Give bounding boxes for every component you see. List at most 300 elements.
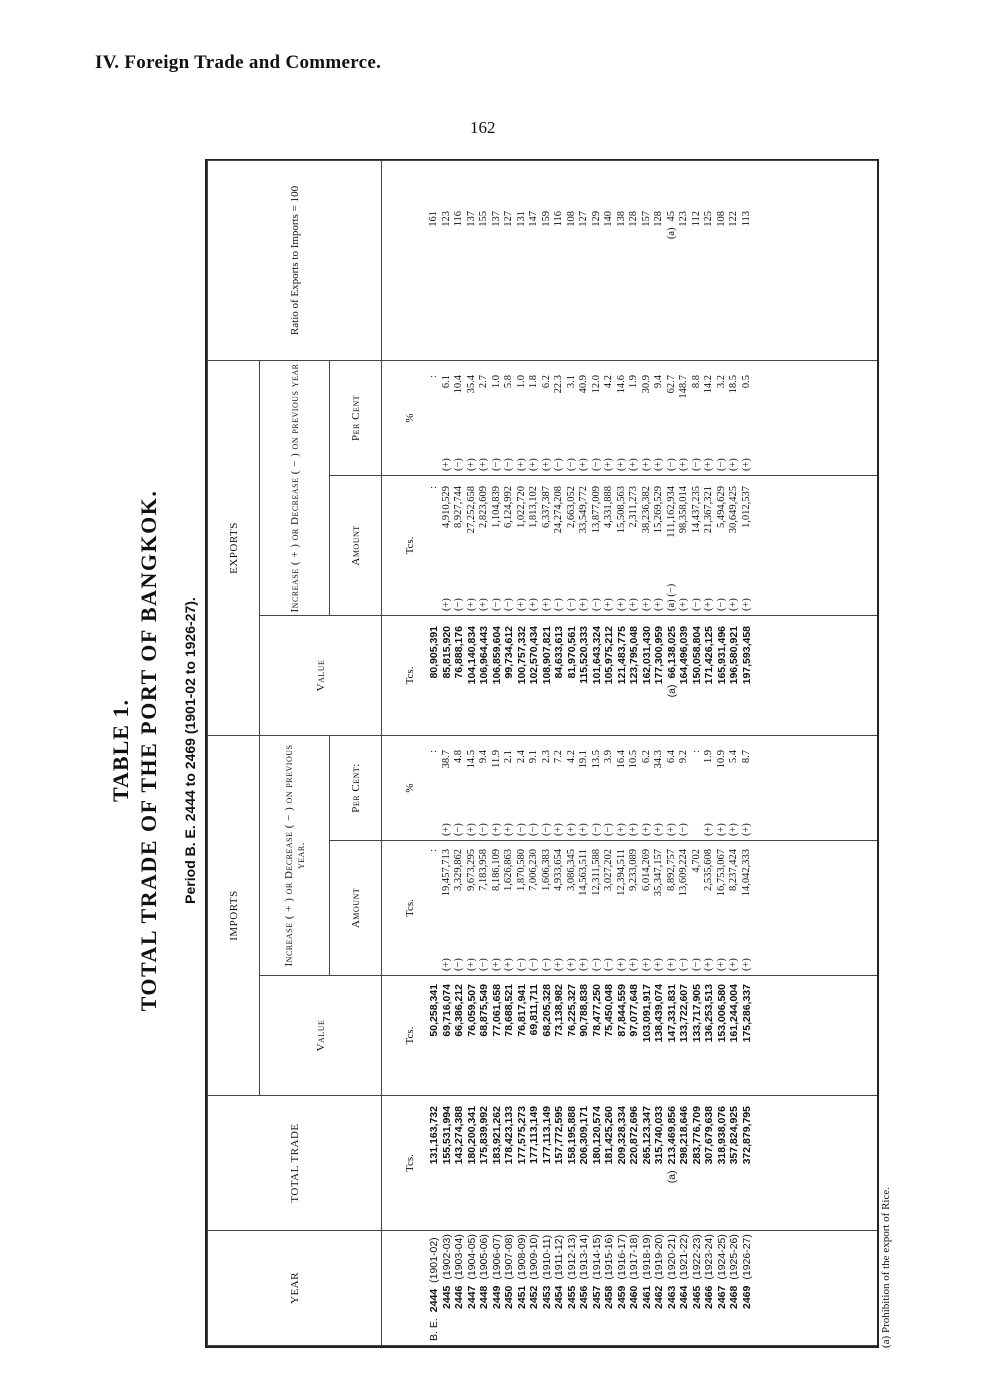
- year-list: [428, 1231, 753, 1345]
- unit-label: %: [404, 783, 416, 793]
- sign: (−): [540, 823, 552, 836]
- exports-amount: 1,813,102: [528, 485, 539, 528]
- imports-percent-cell: [453, 736, 466, 840]
- year-be: 2450: [503, 1285, 515, 1309]
- exports-percent: 2.7: [478, 374, 489, 389]
- col-exp-incdec: Increase ( + ) or Decrease ( − ) on previous year: [260, 360, 330, 615]
- unit-label: Tcs.: [404, 1026, 416, 1045]
- sign: (+): [615, 598, 627, 611]
- year-cell: [728, 1231, 741, 1345]
- exports-percent: 3.1: [565, 374, 577, 389]
- imports-amount-cell: [566, 841, 579, 975]
- exports-percent-list: [428, 361, 753, 475]
- sign: (+): [615, 823, 627, 836]
- ratio-value: 161: [428, 210, 439, 227]
- year-be: 2449: [490, 1285, 503, 1309]
- exports-percent-cell: [478, 361, 491, 475]
- unit-label: Tcs.: [404, 666, 416, 685]
- col-imp-value: Value: [260, 976, 382, 1096]
- exports-amount: 111,162,934: [665, 485, 677, 538]
- exports-value-cell: [678, 616, 691, 735]
- be-spacer: [478, 1315, 491, 1341]
- year-ce: (1907-08): [503, 1234, 515, 1280]
- sign: (−): [603, 823, 614, 836]
- total-value: 143,274,388: [453, 1106, 465, 1165]
- year-be: 2461: [640, 1285, 653, 1309]
- ratio-cell: [491, 161, 504, 360]
- exports-value: 80,905,391: [428, 625, 440, 679]
- year-cell: [428, 1231, 441, 1345]
- imports-value: 76,225,327: [565, 984, 578, 1037]
- total-cell: [541, 1096, 554, 1230]
- imports-amount-cell: [428, 841, 441, 975]
- imports-percent-cell: [716, 736, 729, 840]
- year-cell: [528, 1231, 541, 1345]
- total-cell: [516, 1096, 529, 1230]
- sign: (+): [715, 823, 727, 836]
- imports-amount-cell: [453, 841, 466, 975]
- exports-amount-cell: [516, 476, 529, 615]
- imports-amount-cell: [703, 841, 716, 975]
- ratio-cell: [453, 161, 466, 360]
- sign: (−): [478, 823, 489, 836]
- exports-percent: 0.5: [740, 374, 752, 389]
- exports-amount: 15,508,563: [615, 485, 627, 534]
- year-ce: (1911-12): [553, 1234, 565, 1280]
- year-be: 2444: [428, 1288, 440, 1313]
- imports-amount: 3,027,202: [603, 849, 614, 891]
- exports-percent-cell: [641, 361, 654, 475]
- exports-percent: 14.2: [703, 374, 714, 394]
- total-cell: [741, 1096, 754, 1230]
- total-value: 283,776,709: [690, 1106, 703, 1165]
- exports-amount: 98,358,014: [678, 485, 689, 534]
- col-imp-percent: Per Cent:: [330, 735, 382, 840]
- imports-percent-cell: [491, 736, 504, 840]
- exports-amount-cell: [591, 476, 604, 615]
- sign: (−): [565, 598, 577, 611]
- be-spacer: [603, 1315, 616, 1341]
- imports-amount: 3,329,862: [453, 849, 464, 891]
- year-cell: [603, 1231, 616, 1345]
- table-period: Period B. E. 2444 to 2469 (1901-02 to 1926-27).: [182, 597, 198, 904]
- imports-amount: 14,563,511: [578, 849, 589, 896]
- exports-percent: 18.5: [728, 374, 739, 394]
- exports-value-cell: [728, 616, 741, 735]
- ratio-cell: [741, 161, 754, 360]
- imports-value: 136,253,513: [703, 984, 715, 1043]
- sign: (+): [603, 458, 614, 471]
- exports-percent: 40.9: [578, 374, 589, 394]
- total-value: 178,423,133: [503, 1106, 515, 1165]
- year-be: 2447: [465, 1285, 478, 1309]
- ratio-value: 127: [503, 210, 514, 227]
- sign: (+): [615, 958, 627, 971]
- exports-value: 115,520,333: [578, 625, 590, 684]
- imports-value: 133,722,607: [678, 984, 690, 1043]
- imports-percent-cell: [428, 736, 441, 840]
- year-ce: (1902-03): [440, 1234, 453, 1280]
- imports-value: 90,788,838: [578, 984, 590, 1037]
- sign: (−): [553, 598, 564, 611]
- exports-percent-cell: [541, 361, 554, 475]
- year-be: 2451: [515, 1285, 528, 1309]
- sign: (+): [440, 598, 452, 611]
- exports-percent: 1.0: [515, 374, 527, 389]
- ratio-cell: [578, 161, 591, 360]
- total-value: 298,218,646: [678, 1106, 690, 1165]
- imports-percent-cell: [728, 736, 741, 840]
- total-value: 180,200,341: [465, 1106, 478, 1165]
- exports-amount-cell: [741, 476, 754, 615]
- imports-amount: 2,535,608: [703, 849, 714, 891]
- sign: (−): [690, 458, 702, 471]
- ratio-cell: [553, 161, 566, 360]
- sign: (−): [515, 823, 527, 836]
- sign: (+): [578, 458, 589, 471]
- sign: (−): [453, 823, 464, 836]
- imports-percent: 9.1: [528, 749, 539, 764]
- be-spacer: [591, 1315, 604, 1341]
- exports-amount: 15,269,529: [653, 485, 664, 534]
- exports-amount-cell: [566, 476, 579, 615]
- imports-amount-cell: [591, 841, 604, 975]
- imports-value: 175,286,337: [740, 984, 753, 1043]
- exports-value-cell: [591, 616, 604, 735]
- total-value: 209,328,334: [615, 1106, 628, 1165]
- ratio-cell: [478, 161, 491, 360]
- exports-value: 164,496,039: [678, 625, 690, 685]
- exports-amount-cell: [428, 476, 441, 615]
- exports-value-cell: [466, 616, 479, 735]
- sign: (+): [540, 458, 552, 471]
- footnote-mark: (a): [665, 684, 678, 698]
- year-ce: (1908-09): [515, 1234, 528, 1280]
- imports-amount: 35,347,157: [653, 849, 664, 897]
- ratio-cell: [591, 161, 604, 360]
- col-exp-value: Value: [260, 615, 382, 735]
- imports-amount-cell: [516, 841, 529, 975]
- exports-amount-cell: [678, 476, 691, 615]
- be-spacer: [728, 1315, 741, 1341]
- sign: (+): [578, 598, 589, 611]
- be-spacer: [666, 1315, 679, 1341]
- sign: (a) (−): [665, 583, 677, 611]
- exports-value-cell: [578, 616, 591, 735]
- total-cell: [728, 1096, 741, 1230]
- ratio-value: 129: [590, 210, 602, 227]
- year-ce: (1914-15): [590, 1234, 603, 1280]
- year-ce: (1918-19): [640, 1234, 653, 1280]
- be-spacer: [616, 1315, 629, 1341]
- exports-value-cell: [666, 616, 679, 735]
- imports-percent-cell: [578, 736, 591, 840]
- imports-amount: 16,753,067: [715, 849, 727, 897]
- exports-value: 150,058,804: [690, 625, 703, 685]
- sign: (−): [665, 458, 677, 471]
- imports-amount-cell: [578, 841, 591, 975]
- total-value: 155,531,994: [440, 1106, 453, 1165]
- year-cell: [641, 1231, 654, 1345]
- imports-percent: :: [690, 749, 702, 753]
- exports-value-cell: [503, 616, 516, 735]
- be-spacer: [528, 1315, 541, 1341]
- imports-value: 103,091,917: [640, 984, 653, 1043]
- exports-amount: 2,823,609: [478, 485, 489, 528]
- exports-value: 102,570,434: [528, 625, 540, 685]
- total-cell: [716, 1096, 729, 1230]
- sign: (−): [453, 458, 464, 471]
- ratio-cell: [703, 161, 716, 360]
- imports-amount-cell: [503, 841, 516, 975]
- exports-amount: 1,012,537: [740, 485, 752, 528]
- imports-amount: 9,233,089: [628, 849, 639, 891]
- year-cell: [628, 1231, 641, 1345]
- ratio-cell: [503, 161, 516, 360]
- imports-amount: 12,311,588: [590, 849, 602, 896]
- year-be: 2454: [553, 1285, 565, 1309]
- exports-amount-cell: [603, 476, 616, 615]
- total-value: 181,425,260: [603, 1106, 615, 1165]
- exports-value-cell: [441, 616, 454, 735]
- ratio-value: 155: [478, 210, 489, 227]
- ratio-value: 113: [740, 210, 752, 227]
- year-cell: [578, 1231, 591, 1345]
- exports-value-cell: [616, 616, 629, 735]
- imports-amount: 4,933,654: [553, 849, 564, 891]
- exports-amount-cell: [703, 476, 716, 615]
- total-cell: [553, 1096, 566, 1230]
- imports-amount-cell: [741, 841, 754, 975]
- exports-amount: 2,311,273: [628, 485, 639, 528]
- exports-percent: 35.4: [465, 374, 477, 394]
- exports-amount-cell: [503, 476, 516, 615]
- imports-percent: 7.2: [553, 749, 564, 764]
- exports-amount: :: [428, 485, 439, 489]
- year-be: 2468: [728, 1285, 740, 1309]
- imports-amount: 1,606,383: [540, 849, 552, 891]
- sign: (−): [453, 598, 464, 611]
- footnote-mark: (a): [665, 1170, 678, 1184]
- imports-percent-cell: [478, 736, 491, 840]
- year-ce: (1906-07): [490, 1234, 503, 1280]
- total-cell: [666, 1096, 679, 1230]
- total-value: 372,879,795: [740, 1106, 753, 1165]
- year-cell: [478, 1231, 491, 1345]
- total-value: 177,113,149: [540, 1106, 553, 1164]
- sign: (+): [740, 823, 752, 836]
- exports-amount: 30,649,425: [728, 485, 739, 534]
- sign: (−): [453, 958, 464, 971]
- be-spacer: [741, 1315, 754, 1341]
- exports-amount: 24,274,208: [553, 485, 564, 534]
- sign: (−): [490, 458, 502, 471]
- ratio-cell: [516, 161, 529, 360]
- be-spacer: [628, 1315, 641, 1341]
- sign: (−): [678, 823, 689, 836]
- sign: (−): [590, 458, 602, 471]
- sign: (+): [478, 598, 489, 611]
- imports-percent: 2.3: [540, 749, 552, 764]
- imports-value: 133,717,905: [690, 984, 703, 1043]
- year-be: 2469: [740, 1285, 753, 1309]
- total-cell: [703, 1096, 716, 1230]
- sign: (−): [590, 598, 602, 611]
- imports-percent: 8.7: [740, 749, 752, 764]
- exports-amount: 27,252,658: [465, 485, 477, 534]
- imports-percent: 6.4: [665, 749, 677, 764]
- imports-percent-cell: [703, 736, 716, 840]
- exports-percent: 30.9: [640, 374, 652, 394]
- total-value: 206,309,171: [578, 1106, 590, 1165]
- ratio-cell: [641, 161, 654, 360]
- imports-value: 147,331,831: [665, 984, 678, 1043]
- year-ce: (1903-04): [453, 1234, 465, 1280]
- exports-value-cell: [603, 616, 616, 735]
- imports-value: 68,205,328: [540, 984, 553, 1037]
- imports-percent-cell: [641, 736, 654, 840]
- exports-value-cell: [566, 616, 579, 735]
- exports-value: 177,300,959: [653, 625, 665, 685]
- total-cell: [616, 1096, 629, 1230]
- exports-percent: 1.9: [628, 374, 639, 389]
- year-ce: (1919-20): [653, 1234, 665, 1280]
- ratio-cell: [566, 161, 579, 360]
- sign: (+): [628, 458, 639, 471]
- imports-percent-cell: [441, 736, 454, 840]
- imports-percent: 4.2: [565, 749, 577, 764]
- exports-value: 165,931,496: [715, 625, 728, 685]
- exports-value: 121,483,775: [615, 625, 628, 685]
- exports-amount-cell: [666, 476, 679, 615]
- year-cell: [691, 1231, 704, 1345]
- exports-value-cell: [641, 616, 654, 735]
- ratio-value: 137: [465, 210, 477, 227]
- exports-percent-cell: [453, 361, 466, 475]
- exports-amount-cell: [478, 476, 491, 615]
- imports-percent: 16.4: [615, 749, 627, 769]
- ratio-value: 108: [565, 210, 577, 227]
- ratio-cell: [466, 161, 479, 360]
- year-cell: [741, 1231, 754, 1345]
- sign: (+): [465, 458, 477, 471]
- exports-percent-cell: [553, 361, 566, 475]
- exports-percent-cell: [503, 361, 516, 475]
- imports-amount-cell: [466, 841, 479, 975]
- col-imp-incdec: Increase ( + ) or Decrease ( − ) on previous year.: [260, 735, 330, 975]
- exports-percent-cell: [466, 361, 479, 475]
- year-ce: (1909-10): [528, 1234, 540, 1280]
- year-be: 2448: [478, 1285, 490, 1309]
- ratio-value: 112: [690, 210, 702, 227]
- sign: (−): [503, 598, 514, 611]
- exports-percent: 6.1: [440, 374, 452, 389]
- year-be: 2453: [540, 1285, 553, 1309]
- exports-percent-cell: [703, 361, 716, 475]
- ratio-value: 108: [715, 210, 727, 227]
- imports-value: 76,817,941: [515, 984, 528, 1037]
- sign: (+): [490, 958, 502, 971]
- exports-value-cell: [453, 616, 466, 735]
- be-prefix: B. E.: [428, 1318, 440, 1341]
- be-spacer: [466, 1315, 479, 1341]
- be-spacer: [641, 1315, 654, 1341]
- col-exports: EXPORTS: [208, 360, 260, 735]
- exports-amount-cell: [466, 476, 479, 615]
- year-be: 2467: [715, 1285, 728, 1309]
- exports-value: 85,815,920: [440, 625, 453, 679]
- sign: (+): [528, 458, 539, 471]
- imports-amount-cell: [666, 841, 679, 975]
- year-be: 2463: [665, 1285, 678, 1309]
- year-cell: [703, 1231, 716, 1345]
- exports-value-cell: [653, 616, 666, 735]
- col-imp-amount: Amount: [330, 841, 382, 976]
- total-cell: [466, 1096, 479, 1230]
- exports-amount-cell: [641, 476, 654, 615]
- be-spacer: [703, 1315, 716, 1341]
- col-total-trade: TOTAL TRADE: [208, 1096, 382, 1231]
- imports-percent-list: [428, 736, 753, 840]
- exports-value: 123,795,048: [628, 625, 640, 685]
- year-cell: [541, 1231, 554, 1345]
- imports-amount: 1,870,580: [515, 849, 527, 891]
- year-ce: (1917-18): [628, 1234, 640, 1280]
- sign: (+): [678, 598, 689, 611]
- ratio-value: 159: [540, 210, 552, 227]
- total-value: 183,921,262: [490, 1106, 503, 1165]
- imports-value: 78,477,250: [590, 984, 603, 1037]
- sign: (+): [503, 823, 514, 836]
- ratio-value: 138: [615, 210, 627, 227]
- total-value: 318,938,076: [715, 1106, 728, 1165]
- imports-percent: 34.3: [653, 749, 664, 769]
- exports-value-cell: [428, 616, 441, 735]
- sign: (+): [703, 823, 714, 836]
- exports-percent: 22.3: [553, 374, 564, 394]
- imports-amount: 6,014,269: [640, 849, 652, 891]
- sign: (+): [615, 458, 627, 471]
- exports-percent-cell: [653, 361, 666, 475]
- imports-amount: 9,673,295: [465, 849, 477, 891]
- imports-amount-cell: [528, 841, 541, 975]
- total-value: 175,839,992: [478, 1106, 490, 1165]
- sign: (+): [640, 598, 652, 611]
- sign: (+): [740, 598, 752, 611]
- exports-percent-cell: [628, 361, 641, 475]
- ratio-value: 131: [515, 210, 527, 227]
- total-cell: [441, 1096, 454, 1230]
- sign: (−): [715, 458, 727, 471]
- exports-value: 99,734,612: [503, 625, 515, 679]
- sign: (+): [440, 823, 452, 836]
- sign: (+): [490, 823, 502, 836]
- year-be: 2466: [703, 1285, 715, 1309]
- imports-amount: 4,702: [690, 849, 702, 873]
- imports-amount: 12,394,511: [615, 849, 627, 896]
- exports-percent-cell: [566, 361, 579, 475]
- sign: (+): [653, 823, 664, 836]
- total-cell: [591, 1096, 604, 1230]
- total-cell: [428, 1096, 441, 1230]
- exports-value-cell: [478, 616, 491, 735]
- total-value: 157,772,595: [553, 1106, 565, 1165]
- year-be: 2446: [453, 1285, 465, 1309]
- imports-value-list: [428, 976, 753, 1095]
- imports-amount: :: [428, 849, 439, 852]
- exports-value: 84,633,613: [553, 625, 565, 679]
- year-cell: [666, 1231, 679, 1345]
